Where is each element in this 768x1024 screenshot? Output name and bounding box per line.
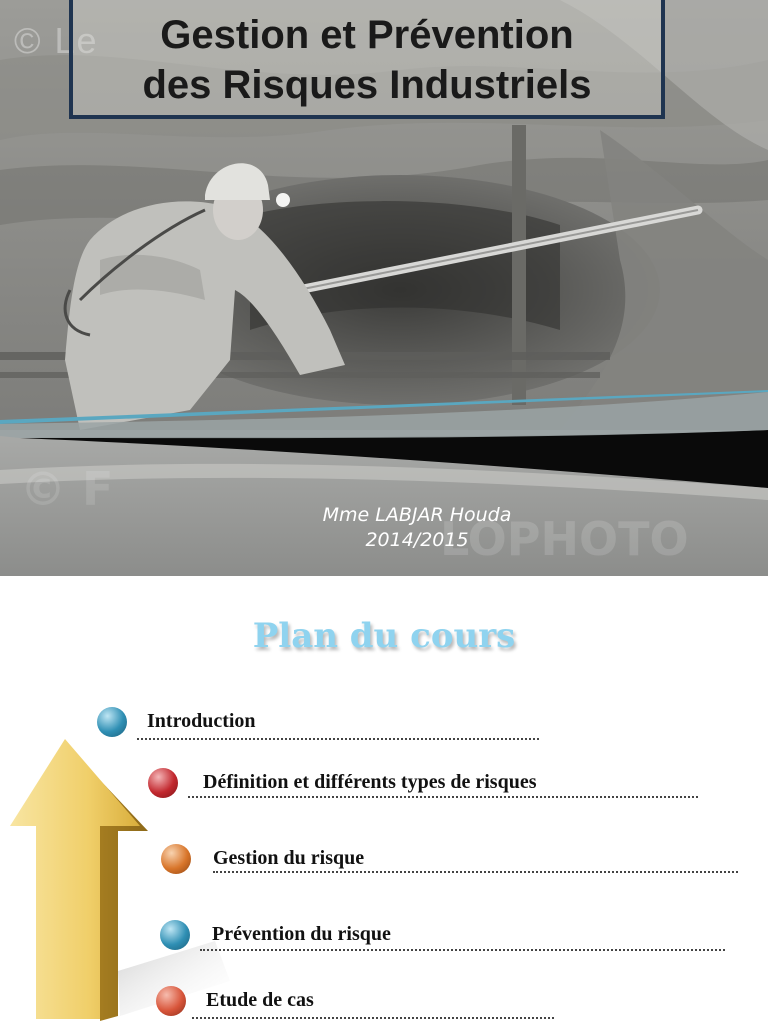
academic-year: 2014/2015 <box>365 529 469 551</box>
plan-item-introduction[interactable] <box>97 707 542 743</box>
plan-item-label: Etude de cas <box>206 989 314 1011</box>
plan-item-label: Définition et différents types de risques <box>203 771 537 793</box>
title-box <box>69 0 665 119</box>
svg-text:© F: © F <box>20 462 114 516</box>
dotted-leader <box>192 1017 554 1019</box>
plan-title: Plan du cours <box>252 616 516 656</box>
dotted-leader <box>213 871 738 873</box>
plan-slide <box>0 576 768 1024</box>
plan-item-label: Introduction <box>147 710 256 732</box>
dotted-leader <box>137 738 539 740</box>
bullet-icon <box>160 920 190 950</box>
dotted-leader <box>188 796 698 798</box>
title-line-1: Gestion et Prévention <box>160 13 574 57</box>
bullet-icon <box>97 707 127 737</box>
bullet-icon <box>148 768 178 798</box>
plan-item-gestion[interactable] <box>161 844 739 880</box>
svg-text:LOPHOTO: LOPHOTO <box>440 512 689 566</box>
author-name: Mme LABJAR Houda <box>322 504 512 526</box>
dotted-leader <box>200 949 725 951</box>
bullet-icon <box>156 986 186 1016</box>
title-line-2: des Risques Industriels <box>142 63 592 107</box>
plan-item-label: Gestion du risque <box>213 847 365 869</box>
plan-item-prevention[interactable] <box>160 920 726 956</box>
bullet-icon <box>161 844 191 874</box>
copyright-watermark: © Le <box>14 20 99 61</box>
plan-item-label: Prévention du risque <box>212 923 391 945</box>
plan-item-etude[interactable] <box>156 986 556 1022</box>
plan-item-definition[interactable] <box>148 768 700 804</box>
